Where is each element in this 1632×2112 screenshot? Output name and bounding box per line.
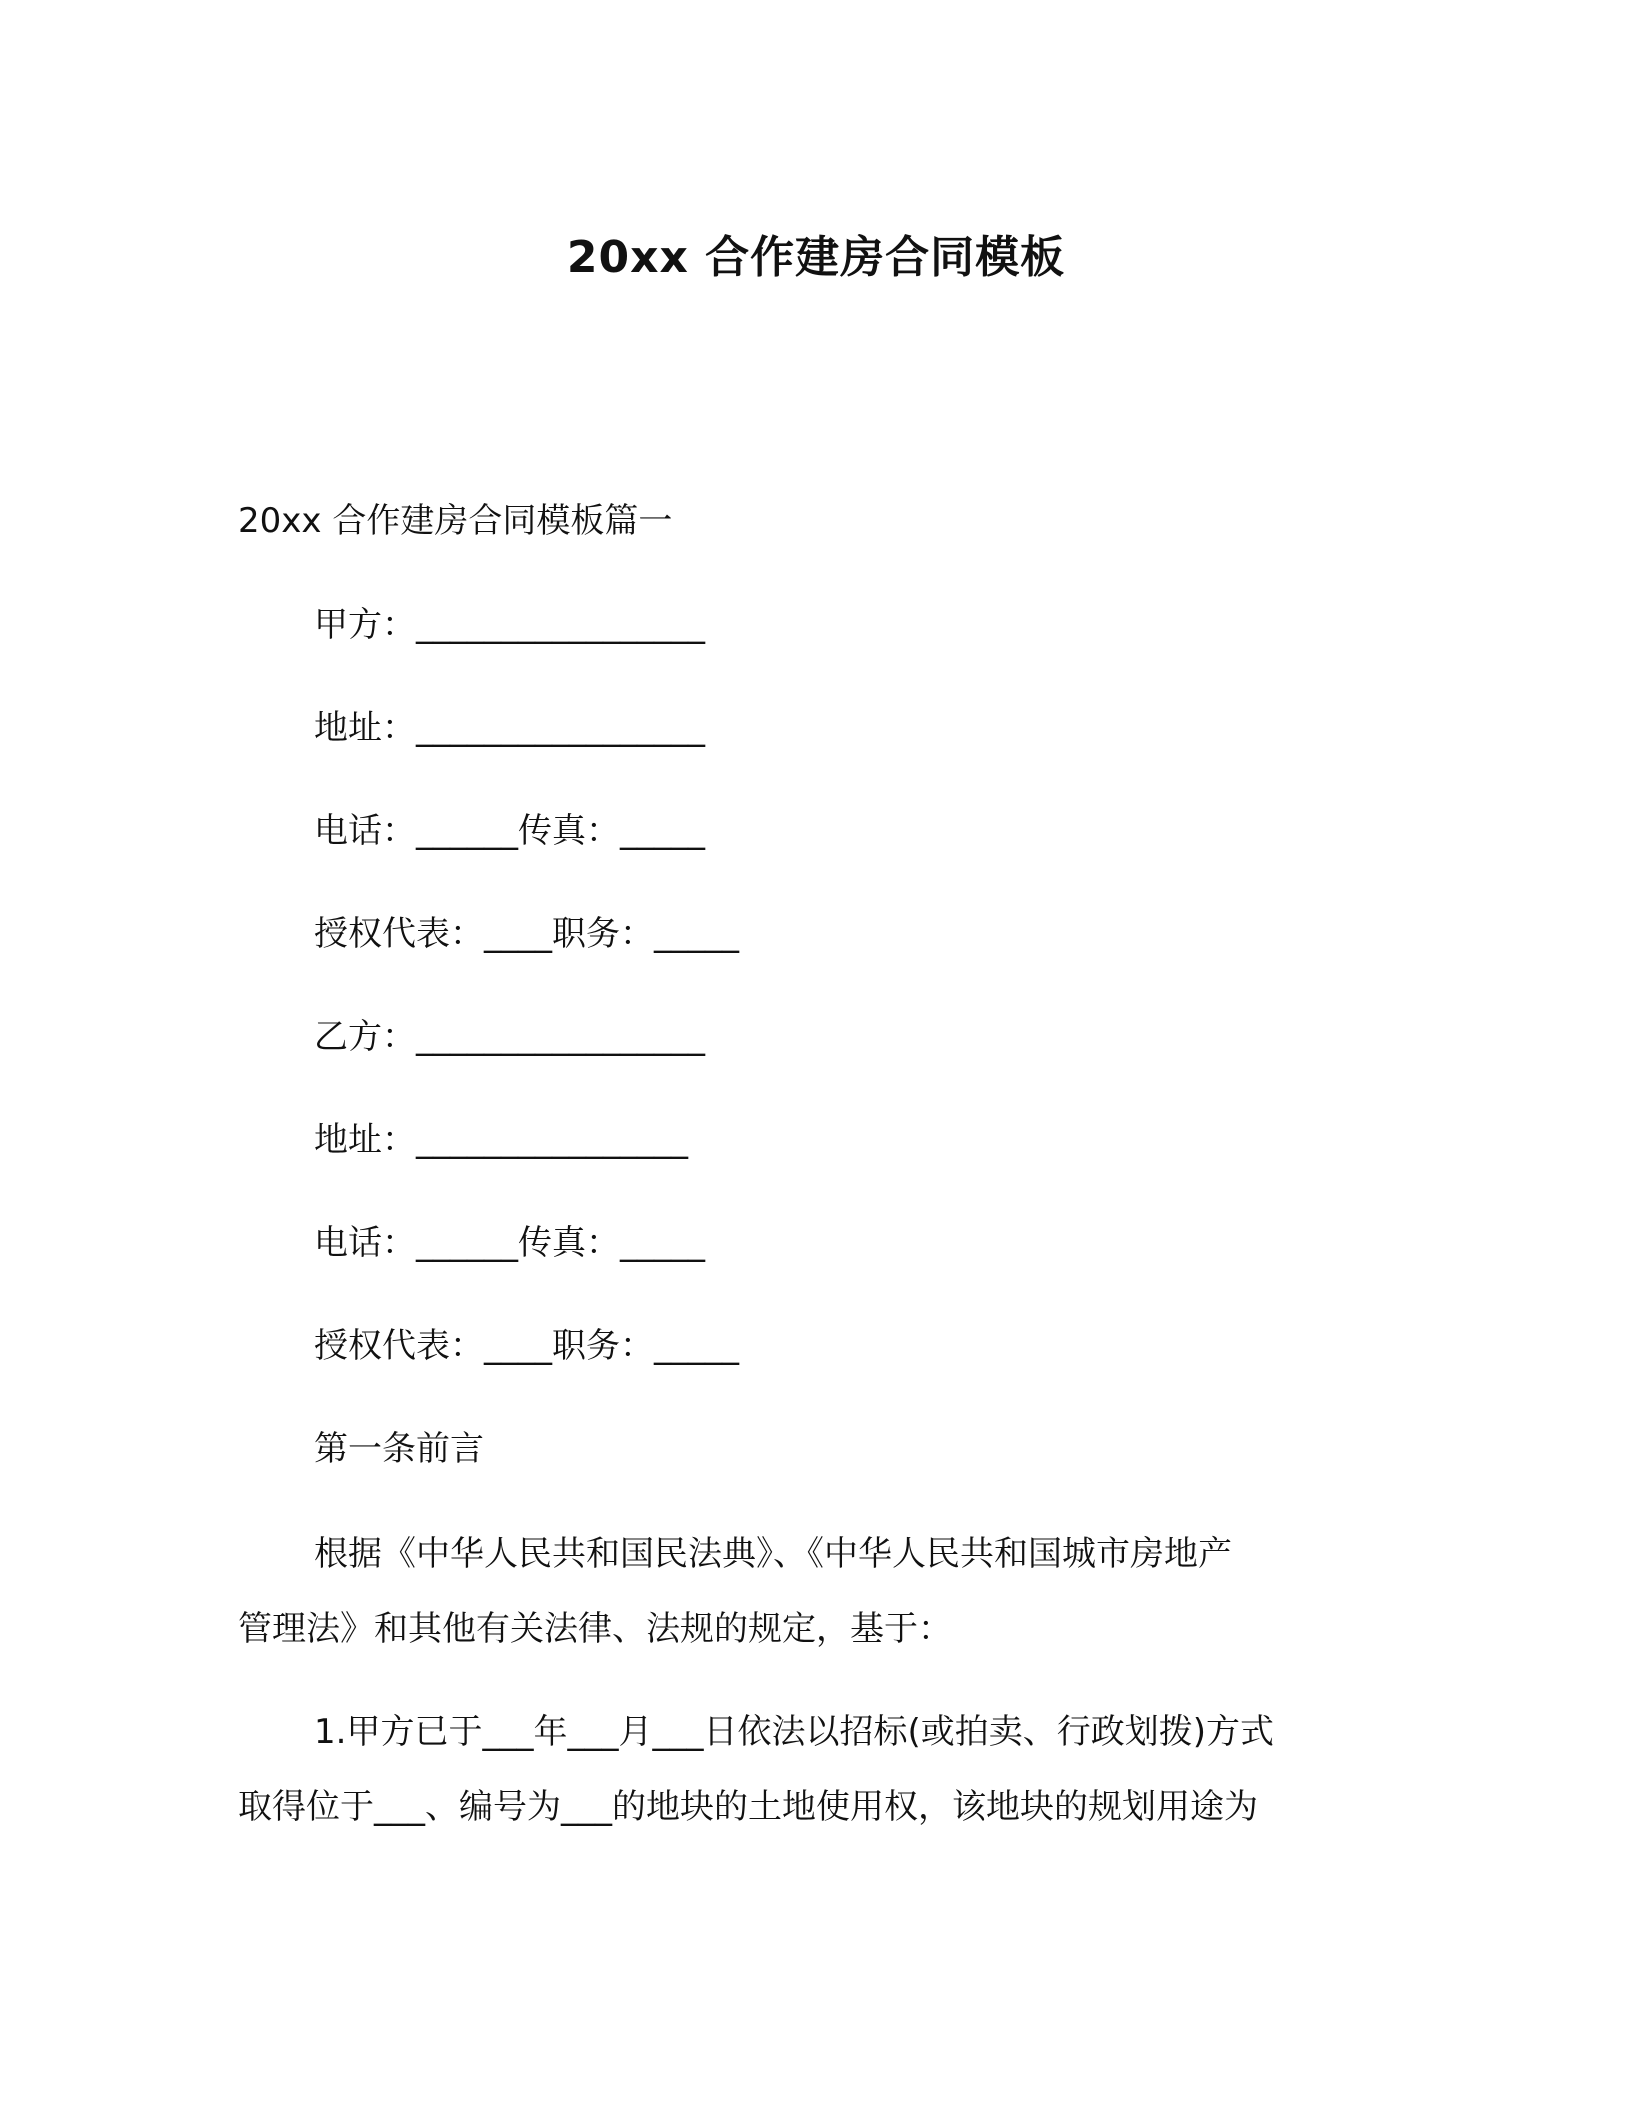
- clause-1-line-2: 取得位于___、编号为___的地块的土地使用权，该地块的规划用途为: [238, 1787, 1258, 1827]
- party-b-address: 地址：________________: [314, 1120, 688, 1160]
- party-b-name: 乙方：_________________: [314, 1017, 705, 1057]
- preamble-line-1: 根据《中华人民共和国民法典》、《中华人民共和国城市房地产: [314, 1534, 1232, 1574]
- article-1-heading: 第一条前言: [314, 1429, 484, 1469]
- party-a-phone-fax: 电话：______传真：_____: [314, 811, 705, 851]
- section-heading: 20xx 合作建房合同模板篇一: [238, 501, 673, 541]
- party-a-name: 甲方：_________________: [314, 605, 705, 645]
- party-a-representative: 授权代表：____职务：_____: [314, 914, 739, 954]
- document-title: 20xx 合作建房合同模板: [566, 232, 1066, 283]
- party-a-address: 地址：_________________: [314, 708, 705, 748]
- party-b-representative: 授权代表：____职务：_____: [314, 1326, 739, 1366]
- party-b-phone-fax: 电话：______传真：_____: [314, 1223, 705, 1263]
- clause-1-line-1: 1.甲方已于___年___月___日依法以招标(或拍卖、行政划拨)方式: [314, 1712, 1274, 1752]
- preamble-line-2: 管理法》和其他有关法律、法规的规定，基于：: [238, 1609, 952, 1649]
